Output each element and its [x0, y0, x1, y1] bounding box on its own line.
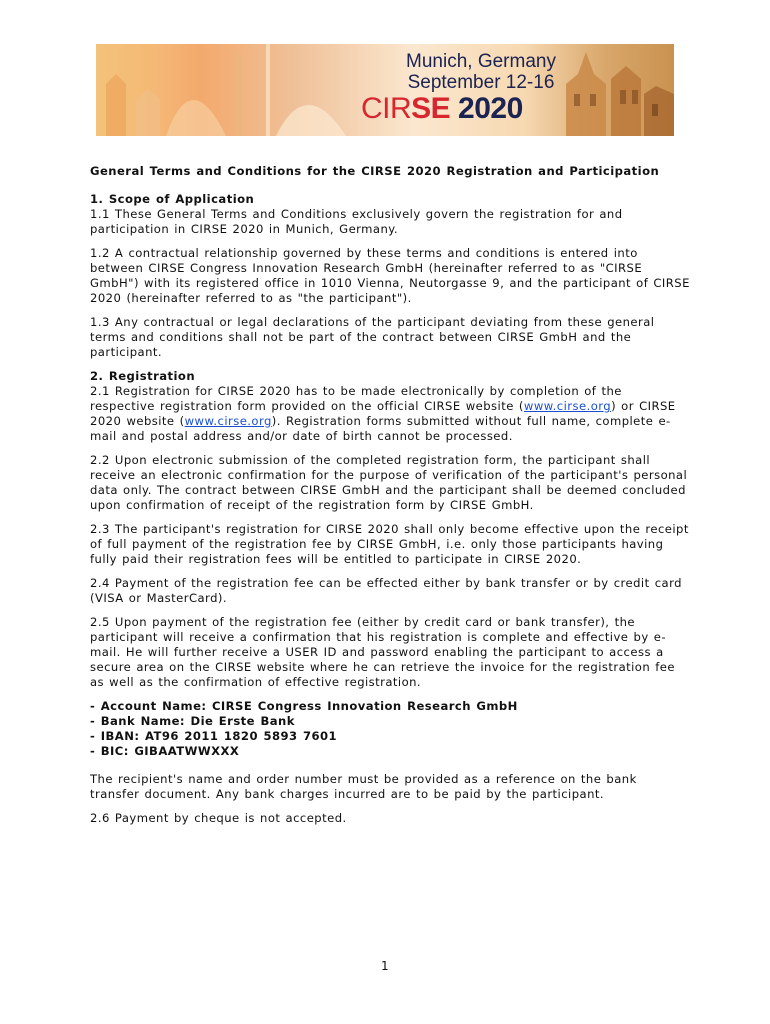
clause-1-1: 1.1 These General Terms and Conditions exclusively govern the registration for and participation in CIRSE 2020 in Munich, Germany. [90, 207, 623, 236]
logo-se: SE [411, 92, 451, 125]
bank-iban: - IBAN: AT96 2011 1820 5893 7601 [90, 729, 338, 743]
clause-2-1-part-a: 2.1 Registration for CIRSE 2020 has to be made electronically by completion of the respective registration form provided on the official CIRSE website ( [90, 384, 622, 413]
banner-city: Munich, Germany [406, 51, 556, 72]
clause-1-2: 1.2 A contractual relationship governed by these terms and conditions is entered into between CIRSE Congress Innovation Research GmbH (hereinafter referred to as "CIRSE GmbH") with its registered office in 1010 Vienna, Neutorgasse 9, and the participant of CIRSE 2020 (hereinafter referred to as "the participant"). [90, 246, 690, 305]
clause-2-3: 2.3 The participant's registration for CIRSE 2020 shall only become effective upon the receipt of full payment of the registration fee by CIRSE GmbH, i.e. only those participants having fully paid their registration fees will be entitled to participate in CIRSE 2020. [90, 522, 689, 566]
page-number: 1 [380, 959, 390, 973]
banner-dates: September 12-16 [407, 72, 555, 93]
document-body [90, 164, 690, 835]
document-title: General Terms and Conditions for the CIRSE 2020 Registration and Participation [90, 164, 660, 178]
bank-details [90, 699, 690, 759]
bank-name: - Bank Name: Die Erste Bank [90, 714, 295, 728]
section-1 [90, 192, 690, 237]
clause-2-2: 2.2 Upon electronic submission of the completed registration form, the participant shall receive an electronic confirmation for the purpose of verification of the participant's personal data only. The contract between CIRSE GmbH and the participant shall be deemed concluded upon confirmation of receipt of the registration form by CIRSE GmbH. [90, 453, 688, 512]
bank-account-name: - Account Name: CIRSE Congress Innovation Research GmbH [90, 699, 518, 713]
clause-2-1-part-b: ) or CIRSE 2020 website ( [90, 399, 676, 428]
bank-reference-note: The recipient's name and order number must be provided as a reference on the bank transfer document. Any bank charges incurred are to be paid by the participant. [90, 772, 637, 801]
logo-year: 2020 [450, 92, 523, 125]
clause-2-4: 2.4 Payment of the registration fee can be effected either by bank transfer or by credit card (VISA or MasterCard). [90, 576, 682, 605]
clause-2-1-part-c: ). Registration forms submitted without full name, complete e-mail and postal address and/or date of birth cannot be processed. [90, 414, 671, 443]
clause-1-3: 1.3 Any contractual or legal declarations of the participant deviating from these general terms and conditions shall not be part of the contract between CIRSE GmbH and the participant. [90, 315, 655, 359]
bank-bic: - BIC: GIBAATWWXXX [90, 744, 240, 758]
header-banner [96, 44, 674, 136]
section-2-heading: 2. Registration [90, 369, 196, 383]
section-2 [90, 369, 690, 444]
cirse-logo [361, 92, 611, 126]
section-1-heading: 1. Scope of Application [90, 192, 255, 206]
cirse-2020-website-link[interactable]: www.cirse.org [184, 414, 272, 428]
clause-2-5: 2.5 Upon payment of the registration fee (either by credit card or bank transfer), the participant will receive a confirmation that his registration is complete and effective by e-mail. He will further receive a USER ID and password enabling the participant to access a secure area on the CIRSE website where he can retrieve the invoice for the registration fee as well as the confirmation of effective registration. [90, 615, 675, 689]
logo-cir: CIR [361, 92, 412, 125]
cirse-website-link[interactable]: www.cirse.org [523, 399, 612, 413]
clause-2-6: 2.6 Payment by cheque is not accepted. [90, 811, 347, 825]
